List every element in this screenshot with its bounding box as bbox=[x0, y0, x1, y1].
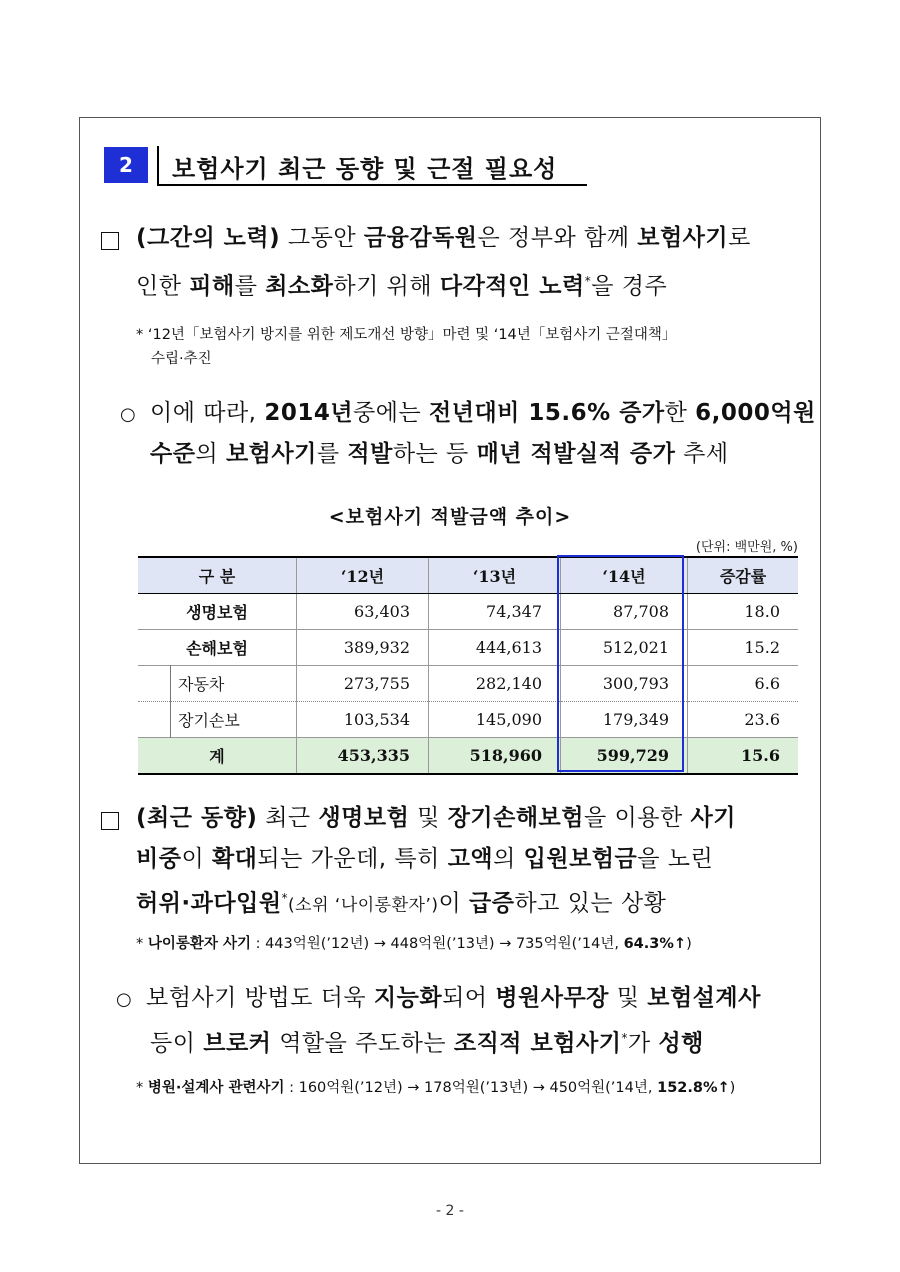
paragraph-trends-line1: (최근 동향) 최근 생명보험 및 장기손해보험을 이용한 사기 bbox=[136, 805, 736, 831]
cell-2012: 389,932 bbox=[297, 630, 429, 666]
section-number: 2 bbox=[104, 147, 148, 183]
page-number: - 2 - bbox=[436, 1203, 464, 1219]
paragraph-organized-line1: 보험사기 방법도 더욱 지능화되어 병원사무장 및 보험설계사 bbox=[146, 985, 761, 1011]
paragraph-trends-line2: 비중이 확대되는 가운데, 특히 고액의 입원보험금을 노린 bbox=[136, 846, 714, 872]
table-unit: (단위: 백만원, %) bbox=[695, 540, 798, 555]
cell-rate: 23.6 bbox=[688, 702, 799, 738]
table-total-row bbox=[138, 738, 798, 775]
row-label: 장기손보 bbox=[138, 702, 297, 738]
table-title: <보험사기 적발금액 추이> bbox=[328, 506, 572, 528]
subcategory-bracket bbox=[170, 665, 171, 738]
cell-2014: 179,349 bbox=[561, 702, 688, 738]
fraud-detection-table bbox=[138, 556, 798, 775]
row-label: 손해보험 bbox=[138, 630, 297, 666]
table-row bbox=[138, 630, 798, 666]
cell-2012: 103,534 bbox=[297, 702, 429, 738]
total-rate: 15.6 bbox=[688, 738, 799, 775]
checkbox-bullet-icon bbox=[101, 232, 119, 250]
cell-2013: 74,347 bbox=[429, 594, 561, 630]
table-row bbox=[138, 666, 798, 702]
cell-rate: 18.0 bbox=[688, 594, 799, 630]
cell-2012: 63,403 bbox=[297, 594, 429, 630]
total-2012: 453,335 bbox=[297, 738, 429, 775]
paragraph-organized-line2: 등이 브로커 역할을 주도하는 조직적 보험사기*가 성행 bbox=[150, 1030, 704, 1057]
cell-rate: 6.6 bbox=[688, 666, 799, 702]
cell-2013: 282,140 bbox=[429, 666, 561, 702]
cell-2013: 145,090 bbox=[429, 702, 561, 738]
circle-bullet-icon: ○ bbox=[116, 989, 132, 1010]
footnote-1-line1: * ‘12년「보험사기 방지를 위한 제도개선 방향」마련 및 ‘14년「보험사기 근절대책」 bbox=[136, 327, 677, 343]
circle-bullet-icon: ○ bbox=[120, 404, 136, 425]
header-category: 구 분 bbox=[138, 557, 297, 594]
footnote-1-line2: 수립·추진 bbox=[151, 351, 212, 367]
header-2013: ‘13년 bbox=[429, 557, 561, 594]
total-2013: 518,960 bbox=[429, 738, 561, 775]
cell-rate: 15.2 bbox=[688, 630, 799, 666]
footnote-2: * 나이롱환자 사기 : 443억원(’12년) → 448억원(’13년) → 735억원(’14년, 64.3%↑) bbox=[136, 936, 692, 952]
paragraph-results-line1: 이에 따라, 2014년중에는 전년대비 15.6% 증가한 6,000억원 bbox=[150, 400, 816, 426]
section-underline bbox=[157, 184, 587, 186]
table-row bbox=[138, 702, 798, 738]
row-label: 생명보험 bbox=[138, 594, 297, 630]
row-label: 자동차 bbox=[138, 666, 297, 702]
paragraph-efforts-line2: 인한 피해를 최소화하기 위해 다각적인 노력*을 경주 bbox=[136, 273, 668, 300]
footnote-3: * 병원·설계사 관련사기 : 160억원(’12년) → 178억원(’13년) → 450억원(’14년, 152.8%↑) bbox=[136, 1080, 736, 1096]
cell-2012: 273,755 bbox=[297, 666, 429, 702]
checkbox-bullet-icon bbox=[101, 812, 119, 830]
header-2012: ‘12년 bbox=[297, 557, 429, 594]
section-divider bbox=[157, 146, 159, 186]
cell-2014: 512,021 bbox=[561, 630, 688, 666]
table-row bbox=[138, 594, 798, 630]
section-title: 보험사기 최근 동향 및 근절 필요성 bbox=[172, 155, 558, 183]
paragraph-efforts-line1: (그간의 노력) 그동안 금융감독원은 정부와 함께 보험사기로 bbox=[136, 225, 751, 251]
paragraph-results-line2: 수준의 보험사기를 적발하는 등 매년 적발실적 증가 추세 bbox=[150, 441, 729, 467]
paragraph-trends-line3: 허위·과다입원*(소위 ‘나이롱환자’)이 급증하고 있는 상황 bbox=[136, 890, 667, 917]
total-2014: 599,729 bbox=[561, 738, 688, 775]
header-change-rate: 증감률 bbox=[688, 557, 799, 594]
table-header-row bbox=[138, 557, 798, 594]
cell-2014: 87,708 bbox=[561, 594, 688, 630]
total-label: 계 bbox=[138, 738, 297, 775]
cell-2014: 300,793 bbox=[561, 666, 688, 702]
header-2014: ‘14년 bbox=[561, 557, 688, 594]
cell-2013: 444,613 bbox=[429, 630, 561, 666]
